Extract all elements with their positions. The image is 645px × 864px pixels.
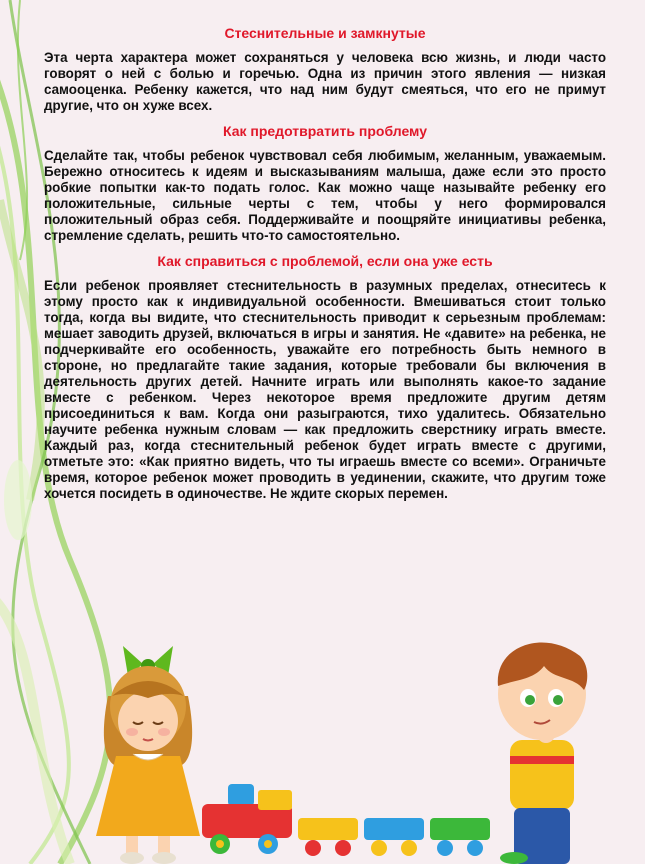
section-text-prevent: Сделайте так, чтобы ребенок чувствовал себя любимым, желанным, уважаемым. Бережно относитесь к идеям и высказываниям малыша, даже если это просто робкие попытки как-то подать голос. Как можно чаще называйте ребенку его положительные, сильные черты с тем, чтобы у него формировался положительный образ себя. Поддерживайте и поощряйте инициативы ребенка, стремление сделать, решить что-то самостоятельно. [44,148,606,243]
section-heading-prevent: Как предотвратить проблему [222,123,428,139]
girl-illustration [88,636,208,864]
toy-train-illustration [198,780,498,864]
section-heading-shy: Стеснительные и замкнутые [224,25,426,41]
article [44,24,606,510]
section-text-cope: Если ребенок проявляет стеснительность в разумных пределах, отнеситесь к этому просто как к индивидуальной особенности. Вмешиваться стоит только тогда, когда вы видите, что стеснительность приводит к серьезным проблемам: мешает заводить друзей, включаться в игры и занятия. Не «давите» на ребенка, не подчеркивайте его особенность, уважайте его потребность быть немного в стороне, но предлагайте такие задания, которые требовали бы включения в деятельность других детей. Начните играть или выполнять какое-то задание вместе с ребенком. Через некоторое время предложите другим детям присоединиться к вам. Когда они разыграются, тихо удалитесь. Обязательно научите ребенка нужным словам — как предложить сверстнику играть вместе. Каждый раз, когда стеснительный ребенок будет играть вместе с другими, отметьте это: «Как приятно видеть, что ты играешь вместе со всеми». Ограничьте время, которое ребенок может проводить в уединении, скажите, что другим тоже хочется посидеть в одиночестве. Не ждите скорых перемен. [44,278,606,501]
section-text-shy: Эта черта характера может сохраняться у человека всю жизнь, и люди часто говорят о ней с болью и горечью. Одна из причин этого явления — низкая самооценка. Ребенку кажется, что над ним будут смеяться, что его не примут другие, что он хуже всех. [44,50,606,113]
boy-illustration [484,636,602,864]
section-heading-cope: Как справиться с проблемой, если она уже есть [157,253,493,269]
